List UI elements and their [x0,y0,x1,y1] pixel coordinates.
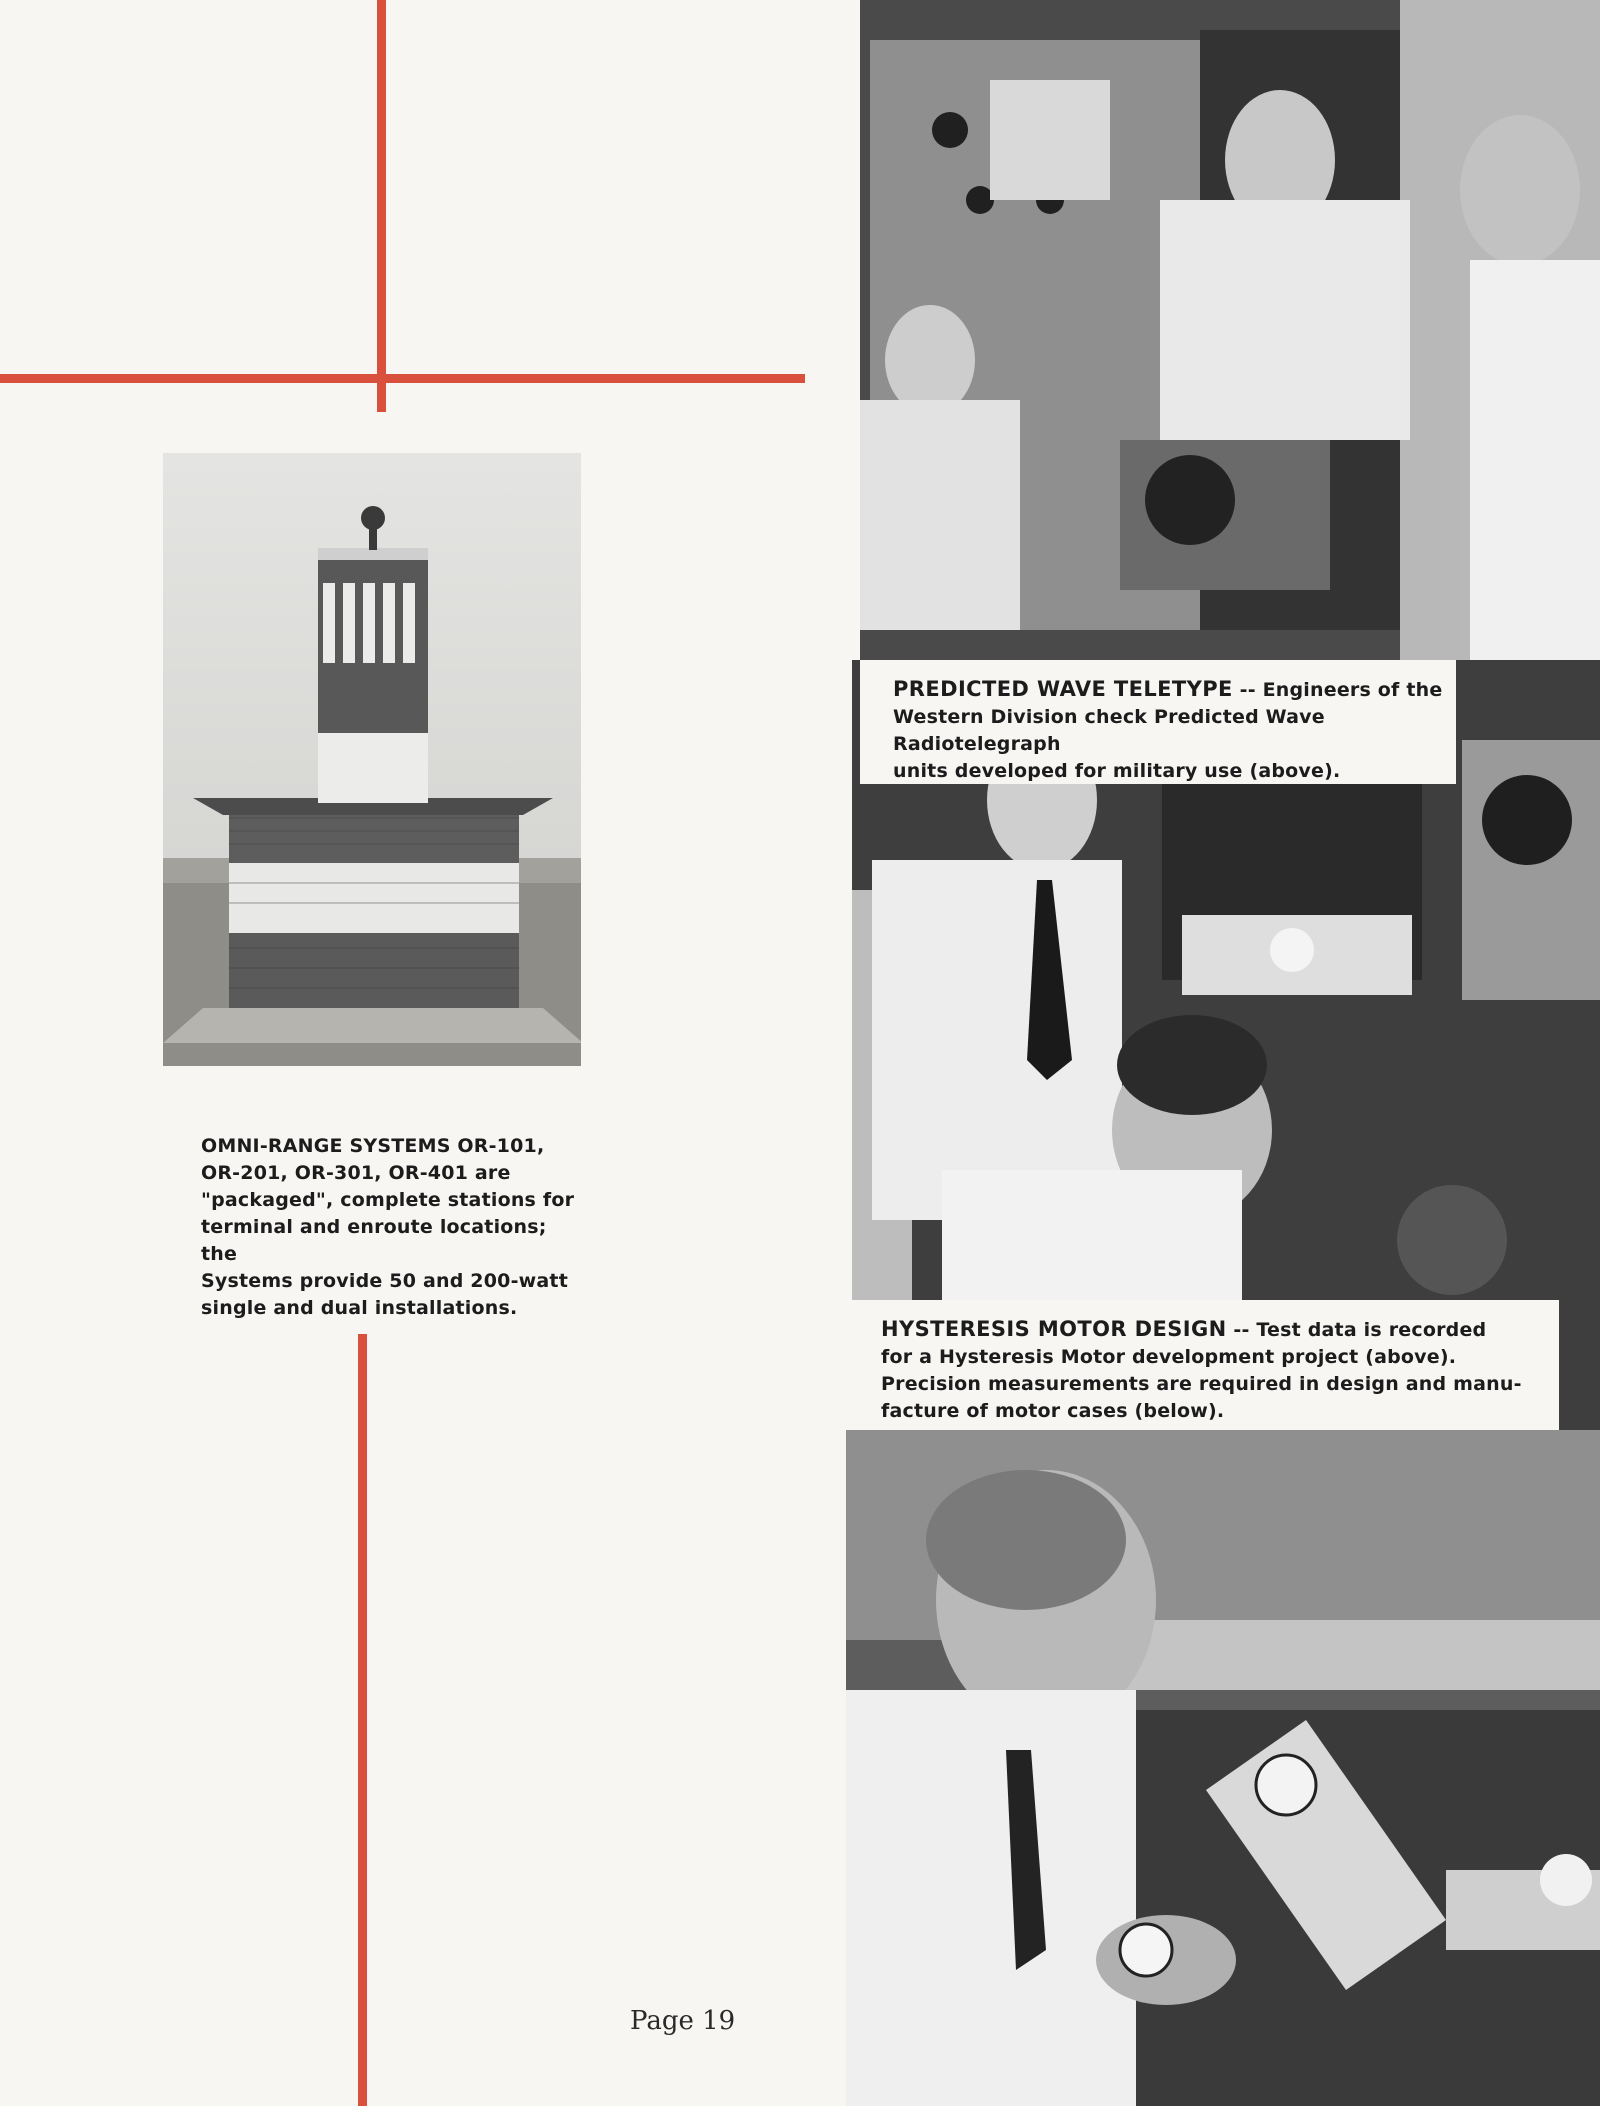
omni-caption-line: "packaged", complete stations for [201,1189,575,1211]
hysteresis-caption-first-line [881,1316,1551,1344]
teletype-caption-line: Western Division check Predicted Wave Radiotelegraph [893,706,1325,755]
omni-caption-line: single and dual installations. [201,1297,518,1319]
omni-range-caption [201,1133,581,1322]
omni-caption-line: OR-201, OR-301, OR-401 are [201,1162,511,1184]
page-number: Page 19 [630,2006,736,2036]
hysteresis-caption-line: facture of motor cases (below). [881,1400,1225,1422]
hysteresis-caption [881,1316,1551,1425]
teletype-caption-line: units developed for military use (above). [893,760,1341,782]
teletype-engineers-photo [860,0,1600,660]
measurement-technician-photo [846,1430,1600,2106]
hysteresis-caption-heading: HYSTERESIS MOTOR DESIGN [881,1317,1227,1341]
rule-vertical-top [377,0,386,412]
hysteresis-caption-line: for a Hysteresis Motor development project (above). [881,1346,1457,1368]
omni-caption-line: terminal and enroute locations; the [201,1216,547,1265]
omni-caption-line: OMNI-RANGE SYSTEMS OR-101, [201,1135,545,1157]
omni-range-station-photo [163,453,581,1066]
teletype-caption-lead: -- Engineers of the [1232,679,1443,701]
teletype-caption [893,676,1453,785]
hysteresis-caption-line: Precision measurements are required in design and manu- [881,1373,1522,1395]
rule-horizontal [0,374,805,383]
omni-caption-line: Systems provide 50 and 200-watt [201,1270,568,1292]
rule-vertical-bottom [358,1334,367,2106]
hysteresis-caption-lead: -- Test data is recorded [1226,1319,1487,1341]
teletype-caption-heading: PREDICTED WAVE TELETYPE [893,677,1233,701]
teletype-caption-first-line [893,676,1453,704]
